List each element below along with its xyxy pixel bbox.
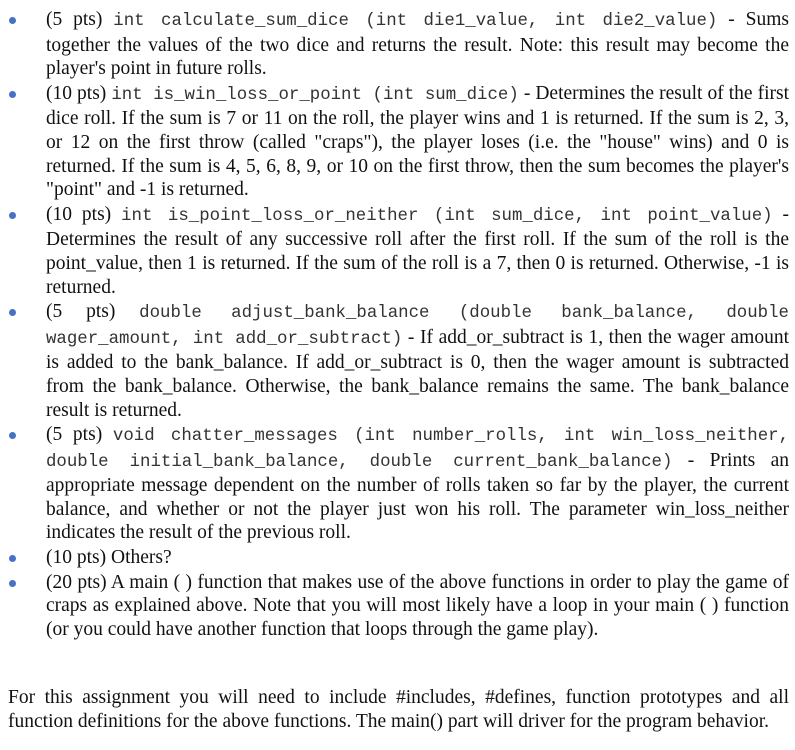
item-description: - If add_or_subtract is 1, then the wager amount is added to the bank_balance. If add_or_subtract is 0, then the wager amount is subtracted from the bank_balance. Otherwise, the bank_balance remains the same. The bank_balance result is returned. xyxy=(46,326,790,421)
function-signature: int is_point_loss_or_neither (int sum_dice, int point_value) xyxy=(121,206,773,226)
item-description: - Sums together the values of the two dice and returns the result. Note: this result may become the player's point in future rolls. xyxy=(46,9,789,80)
bullet-icon xyxy=(9,212,16,219)
item-description: - Determines the result of the first dice roll. If the sum is 7 or 11 on the roll, the player wins and 1 is returned. If the sum is 2, 3, or 12 on the first throw (called "craps"), the player loses (i.e. the "house" wins) and 0 is returned. If the sum is 4, 5, 6, 8, 9, or 10 on the first throw, then the sum becomes the player's "point" and -1 is returned. xyxy=(46,82,790,201)
requirements-list xyxy=(0,8,795,642)
function-signature: void chatter_messages (int number_rolls, int win_loss_neither, double initial_bank_balance, double current_bank_balance) xyxy=(46,427,790,472)
item-points: (5 pts) xyxy=(46,301,116,323)
function-signature: double adjust_bank_balance (double bank_balance, double wager_amount, int add_or_subtract) xyxy=(46,304,789,349)
bullet-icon xyxy=(9,91,16,98)
list-item xyxy=(0,546,795,570)
item-points: (10 pts) xyxy=(46,203,112,225)
function-signature: int is_win_loss_or_point (int sum_dice) xyxy=(111,85,519,105)
item-description: A main ( ) function that makes use of the above functions in order to play the game of craps as explained above. Note that you will most likely have a loop in your main ( ) function (or you could have another function that loops through the game play). xyxy=(46,571,789,640)
bullet-icon xyxy=(9,309,16,316)
item-points: (10 pts) xyxy=(46,82,107,104)
function-signature: int calculate_sum_dice (int die1_value, int die2_value) xyxy=(113,12,718,31)
bullet-icon xyxy=(9,555,16,562)
item-description: Others? xyxy=(111,547,172,569)
assignment-footer-paragraph: For this assignment you will need to include #includes, #defines, function prototypes and all function definitions for the above functions. The main() part will driver for the program behavior. xyxy=(8,686,789,732)
list-item xyxy=(0,8,795,81)
bullet-icon xyxy=(9,17,16,24)
list-item xyxy=(0,300,795,422)
bullet-icon xyxy=(9,580,16,587)
item-points: (10 pts) xyxy=(46,547,107,569)
bullet-icon xyxy=(9,432,16,439)
item-points: (20 pts) xyxy=(46,571,107,593)
list-item xyxy=(0,203,795,299)
list-item xyxy=(0,423,795,545)
list-item xyxy=(0,571,795,642)
item-description: - Prints an appropriate message dependent on the number of rolls taken so far by the player, the current balance, and whether or not the player just won his roll. The parameter win_loss_neither indicates the result of the previous roll. xyxy=(46,449,789,544)
item-points: (5 pts) xyxy=(46,9,103,30)
item-points: (5 pts) xyxy=(46,424,103,446)
item-description: - Determines the result of any successive roll after the first roll. If the sum of the roll is the point_value, then 1 is returned. If the sum of the roll is a 7, then 0 is returned. Otherwise, -1 is returned. xyxy=(46,203,790,298)
list-item xyxy=(0,82,795,202)
